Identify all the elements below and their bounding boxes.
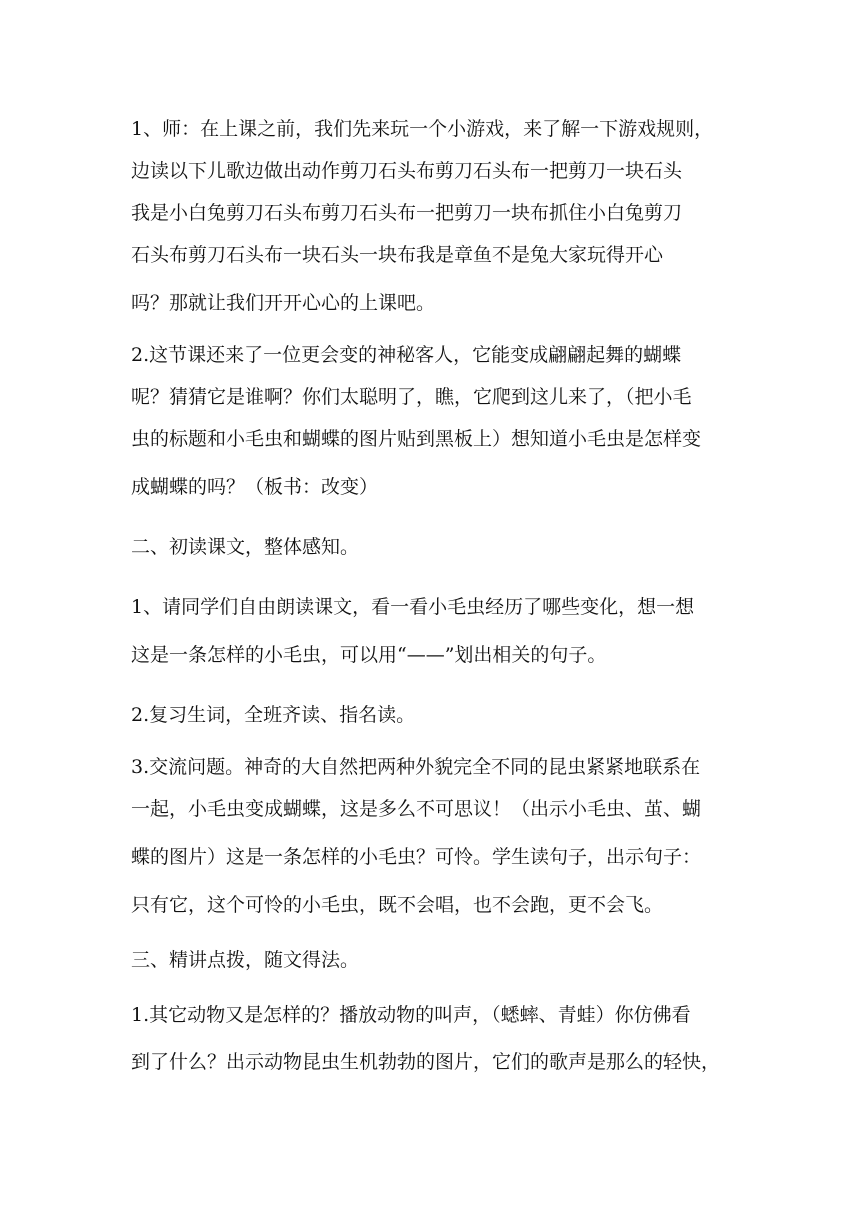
text-line: 蝶的图片）这是一条怎样的小毛虫？可怜。学生读句子，出示句子： xyxy=(131,846,702,868)
text-line: 只有它，这个可怜的小毛虫，既不会唱，也不会跑，更不会飞。 xyxy=(131,894,664,916)
text-line: 1、师：在上课之前，我们先来玩一个小游戏，来了解一下游戏规则， xyxy=(131,118,714,140)
text-line: 2.这节课还来了一位更会变的神秘客人，它能变成翩翩起舞的蝴蝶 xyxy=(131,344,682,366)
text-line: 石头布剪刀石头布一块石头一块布我是章鱼不是兔大家玩得开心 xyxy=(131,244,664,266)
text-line: 成蝴蝶的吗？（板书：改变） xyxy=(131,476,379,498)
text-line: 吗？那就让我们开开心心的上课吧。 xyxy=(131,292,436,314)
section-heading: 三、精讲点拨，随文得法。 xyxy=(131,949,360,971)
text-line: 1、请同学们自由朗读课文，看一看小毛虫经历了哪些变化，想一想 xyxy=(131,596,695,618)
text-line: 一起，小毛虫变成蝴蝶，这是多么不可思议！（出示小毛虫、茧、蝴 xyxy=(131,798,702,820)
section-heading: 二、初读课文，整体感知。 xyxy=(131,536,360,558)
text-line: 边读以下儿歌边做出动作剪刀石头布剪刀石头布一把剪刀一块石头 xyxy=(131,160,683,182)
text-line: 1.其它动物又是怎样的？播放动物的叫声，（蟋蟀、青蛙）你仿佛看 xyxy=(131,1004,691,1026)
text-line: 到了什么？出示动物昆虫生机勃勃的图片，它们的歌声是那么的轻快， xyxy=(131,1051,721,1073)
text-line: 我是小白兔剪刀石头布剪刀石头布一把剪刀一块布抓住小白兔剪刀 xyxy=(131,202,683,224)
text-line: 3.交流问题。神奇的大自然把两种外貌完全不同的昆虫紧紧地联系在 xyxy=(131,756,701,778)
text-line: 2.复习生词，全班齐读、指名读。 xyxy=(131,704,416,726)
text-line: 呢？猜猜它是谁啊？你们太聪明了，瞧，它爬到这儿来了，（把小毛 xyxy=(131,386,692,408)
text-line: 虫的标题和小毛虫和蝴蝶的图片贴到黑板上）想知道小毛虫是怎样变 xyxy=(131,428,702,450)
text-line: 这是一条怎样的小毛虫，可以用“——”划出相关的句子。 xyxy=(131,644,607,666)
